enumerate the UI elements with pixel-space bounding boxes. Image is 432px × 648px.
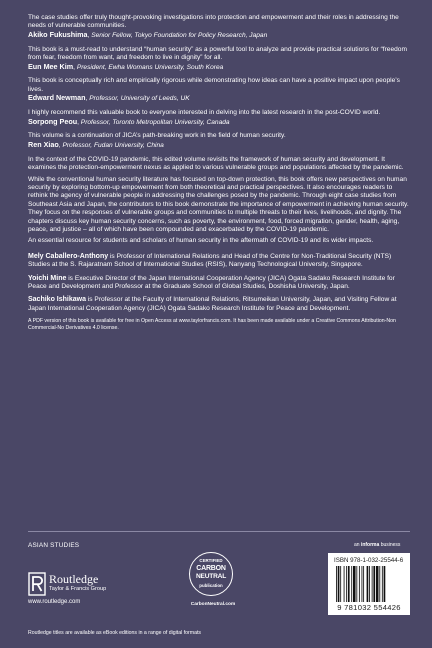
endorsement: This volume is a continuation of JICA’s path-breaking work in the field of human security. Ren Xiao, Professor, Fudan University, China xyxy=(28,132,413,150)
endorser-name: Eun Mee Kim xyxy=(28,61,74,71)
author-name: Yoichi Mine xyxy=(28,274,67,282)
barcode-bars-icon xyxy=(336,566,404,602)
description-paragraph: In the context of the COVID-19 pandemic, this edited volume revisits the framework of human security and development. It examines the protection-empowerment nexus as applied to various vulnerable groups and populations affected by the pandemic. xyxy=(28,155,404,172)
carbon-neutral-badge xyxy=(183,552,243,610)
publisher-name: Routledge xyxy=(49,572,99,586)
publisher-website: www.routledge.com xyxy=(28,599,81,605)
open-access-note: A PDF version of this book is available for free in Open Access at www.taylorfrancis.com. It has been made available under a Creative Commons Attribution-Non Commercial-No Derivatives 4.0 license. xyxy=(28,318,396,332)
cn-carbon: CARBON xyxy=(196,565,226,572)
endorsement-quote: This book is conceptually rich and empirically rigorous while demonstrating how ideas can have a positive impact upon people’s lives. xyxy=(28,77,400,93)
divider xyxy=(28,531,410,532)
author-bio-text: is Executive Director of the Japan International Cooperation Agency (JICA) Ogata Sadako Research Institute for Peace and Development and Professor at the Graduate School of Global Studies, Doshisha University, Japan. xyxy=(28,274,395,291)
author-bio xyxy=(28,296,413,313)
cn-website: CarbonNeutral.com xyxy=(190,602,236,607)
endorsement: The case studies offer truly thought-provoking investigations into protection and empowerment and their roles in addressing the needs of vulnerable communities. Akiko Fukushima, Senior Fellow, Tokyo Foundation for Policy Research, Japan xyxy=(28,14,413,40)
routledge-logo xyxy=(28,572,116,606)
routledge-r-icon xyxy=(28,572,46,596)
endorser-affiliation: Professor, Toronto Metropolitan University, Canada xyxy=(80,118,230,126)
cn-neutral: NEUTRAL xyxy=(195,573,227,580)
endorser-affiliation: President, Ewha Womans University, South Korea xyxy=(76,63,224,71)
ebook-note: Routledge titles are available as eBook editions in a range of digital formats xyxy=(28,630,202,636)
endorsement-quote: This volume is a continuation of JICA’s path-breaking work in the field of human security. xyxy=(28,132,286,140)
author-bio-text: is Professor at the Faculty of International Relations, Ritsumeikan University, Japan, and Visiting Fellow at Japan International Cooperation Agency (JICA) Ogata Sadako Research Institute for Peace and Development. xyxy=(28,296,397,312)
back-cover-text xyxy=(28,14,413,332)
subject-category: ASIAN STUDIES xyxy=(28,542,80,549)
description-paragraph: While the conventional human security literature has focused on top-down protection, this book offers new perspectives on human security by exploring bottom-up empowerment from both theoretical and practical perspectives. It also encourages readers to rethink the agency of vulnerable people in addressing the challenges posed by the pandemic. Through eight case studies from Southeast Asia and Japan, the contributors to this book demonstrate the importance of empowerment in achieving human security. They focus on the responses of vulnerable groups and communities to multiple threats to their lives, livelihoods, and dignity. The chapters discuss key human security concerns, such as poverty, the environment, food, forced migration, gender, health, aging, peace, and justice – all of which have been compounded and exacerbated by the COVID-19 pandemic. xyxy=(28,175,409,234)
author-name: Mely Caballero-Anthony xyxy=(28,252,109,260)
endorsement-quote: I highly recommend this valuable book to everyone interested in delving into the latest research in the post-COVID world. xyxy=(28,109,381,117)
author-bio xyxy=(28,253,413,270)
barcode xyxy=(328,553,410,615)
cn-certified: CERTIFIED xyxy=(199,558,223,563)
cn-publication: publication xyxy=(199,583,223,588)
author-bio xyxy=(28,275,413,292)
informa-business: an informa business xyxy=(354,542,401,548)
endorser-name: Ren Xiao xyxy=(28,139,59,149)
author-name: Sachiko Ishikawa xyxy=(28,296,86,304)
endorser-name: Sorpong Peou xyxy=(28,116,78,126)
endorser-name: Edward Newman xyxy=(28,93,86,103)
publisher-group: Taylor & Francis Group xyxy=(49,586,107,592)
endorser-affiliation: Professor, University of Leeds, UK xyxy=(89,95,190,103)
isbn-text: ISBN 978-1-032-25544-6 xyxy=(334,557,404,564)
description-paragraph: An essential resource for students and scholars of human security in the aftermath of COVID-19 and its wider impacts. xyxy=(28,237,374,245)
barcode-number: 9 781032 554426 xyxy=(337,603,401,612)
author-bio-text: is Professor of International Relations and Head of the Centre for Non-Traditional Security (NTS) Studies at the S. Rajaratnam School of International Studies (RSIS), Nanyang Technological University, Singapore. xyxy=(28,252,392,269)
endorsement: This book is conceptually rich and empirically rigorous while demonstrating how ideas can have a positive impact upon people’s lives. Edward Newman, Professor, University of Leeds, UK xyxy=(28,77,413,103)
endorsement-quote: This book is a must-read to understand “human security” as a powerful tool to analyze and provide practical solutions for “freedom from fear, freedom from want, and freedom to live in dignity” for all. xyxy=(28,45,407,62)
endorser-name: Akiko Fukushima xyxy=(28,29,88,39)
endorsement-quote: The case studies offer truly thought-provoking investigations into protection and empowerment and their roles in addressing the needs of vulnerable communities. xyxy=(28,14,399,30)
endorsement: This book is a must-read to understand “human security” as a powerful tool to analyze and provide practical solutions for “freedom from fear, freedom from want, and freedom to live in dignity” for all. Eun Mee Kim, President, Ewha Womans University, South Korea xyxy=(28,46,413,72)
endorser-affiliation: Senior Fellow, Tokyo Foundation for Policy Research, Japan xyxy=(91,31,268,39)
endorser-affiliation: Professor, Fudan University, China xyxy=(62,141,164,149)
endorsement: I highly recommend this valuable book to everyone interested in delving into the latest research in the post-COVID world. Sorpong Peou, Professor, Toronto Metropolitan University, Canada xyxy=(28,109,413,127)
